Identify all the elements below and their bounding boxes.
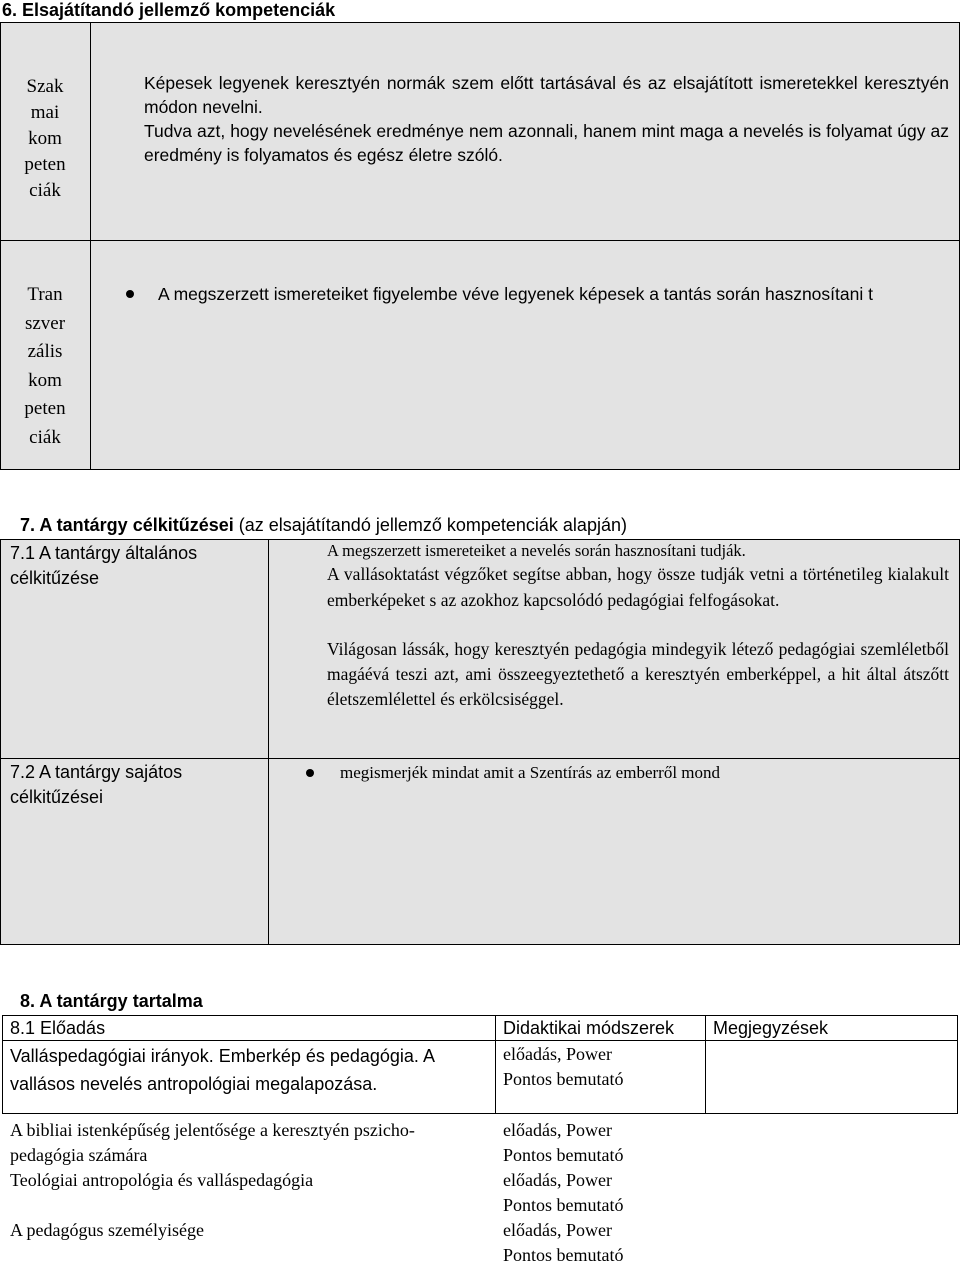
- competencies-row-divider: [0, 240, 960, 241]
- table-row-divider: [2, 1113, 958, 1114]
- table-row-method: előadás, Power Pontos bemutató: [503, 1220, 624, 1265]
- professional-competencies-label: [0, 74, 90, 204]
- table-row-method: előadás, Power Pontos bemutató: [503, 1044, 624, 1089]
- label-line: ciák: [29, 426, 61, 448]
- general-objective-first-line: A megszerzett ismereteiket a nevelés során hasznosítani tudják.: [327, 541, 746, 560]
- table-column-divider: [705, 1015, 706, 1114]
- competency-paragraph: Tudva azt, hogy nevelésének eredménye nem azonnali, hanem mint maga a nevelés is folyamat úgy az eredmény is folyamatos és egész életre szóló.: [144, 121, 949, 165]
- general-objective-paragraph-2: Világosan lássák, hogy keresztyén pedagógia mindegyik létező pedagógiai szemléletből magáévá teszi azt, ami összeegyeztethető a keresztyén emberképpel, a hit által átszőtt életszemlélettel és erkölcsiséggel.: [327, 639, 949, 709]
- label-line: mai: [30, 102, 60, 123]
- transversal-competencies-label: [0, 281, 90, 452]
- label-line: zális: [27, 341, 63, 362]
- specific-objectives-label: 7.2 A tantárgy sajátos célkitűzései: [10, 762, 183, 807]
- objectives-column-divider: [268, 539, 269, 945]
- label-line: peten: [24, 154, 66, 175]
- transversal-bullet-text: A megszerzett ismereteiket figyelembe véve legyenek képesek a tantás során hasznosítani t: [158, 284, 873, 304]
- section-7-heading-bold: 7. A tantárgy célkitűzései: [20, 515, 234, 535]
- bullet-icon: [306, 769, 314, 777]
- label-line: Szak: [26, 76, 64, 97]
- table-row: A bibliai istenképűség jelentősége a keresztyén pszicho-pedagógia számára: [10, 1120, 415, 1165]
- section-7-heading: [20, 515, 627, 536]
- table-row-method: előadás, Power Pontos bemutató: [503, 1170, 624, 1215]
- competency-paragraph: Képesek legyenek keresztyén normák szem előtt tartásával és az elsajátított ismeretekkel keresztyén módon nevelni.: [144, 73, 949, 117]
- section-7-heading-rest: (az elsajátítandó jellemző kompetenciák alapján): [233, 515, 627, 535]
- section-6-heading: 6. Elsajátítandó jellemző kompetenciák: [2, 0, 336, 20]
- label-line: szver: [24, 312, 66, 334]
- column-header-lecture: 8.1 Előadás: [10, 1018, 106, 1038]
- label-line: ciák: [29, 180, 61, 201]
- label-line: peten: [24, 398, 66, 419]
- section-8-heading: 8. A tantárgy tartalma: [20, 991, 203, 1011]
- specific-objective-text: megismerjék mindat amit a Szentírás az emberről mond: [340, 763, 721, 782]
- label-line: kom: [28, 369, 62, 391]
- label-line: kom: [28, 128, 62, 149]
- column-header-notes: Megjegyzések: [713, 1018, 829, 1038]
- table-header-divider: [2, 1040, 958, 1041]
- table-row: Teológiai antropológia és valláspedagógia: [10, 1170, 314, 1190]
- objectives-row-divider: [0, 758, 960, 759]
- competencies-column-divider: [90, 22, 91, 470]
- table-border-left: [2, 1015, 3, 1114]
- table-row: Valláspedagógiai irányok. Emberkép és pedagógia. A vallásos nevelés antropológiai megalapozása.: [10, 1046, 434, 1094]
- bullet-icon: [126, 290, 134, 298]
- general-objective-label: 7.1 A tantárgy általános célkitűzése: [10, 543, 198, 588]
- label-line: Tran: [27, 284, 63, 305]
- general-objective-paragraph-1: A vallásoktatást végzőket segítse abban, hogy össze tudják vetni a történetileg kialakult emberképeket s az azokhoz kapcsolódó pedagógiai felfogásokat.: [327, 564, 949, 610]
- table-border-right: [957, 1015, 958, 1114]
- column-header-methods: Didaktikai módszerek: [503, 1018, 675, 1038]
- table-row-method: előadás, Power Pontos bemutató: [503, 1120, 624, 1165]
- table-row: A pedagógus személyisége: [10, 1220, 204, 1240]
- table-column-divider: [495, 1015, 496, 1114]
- professional-competencies-text: [144, 71, 949, 167]
